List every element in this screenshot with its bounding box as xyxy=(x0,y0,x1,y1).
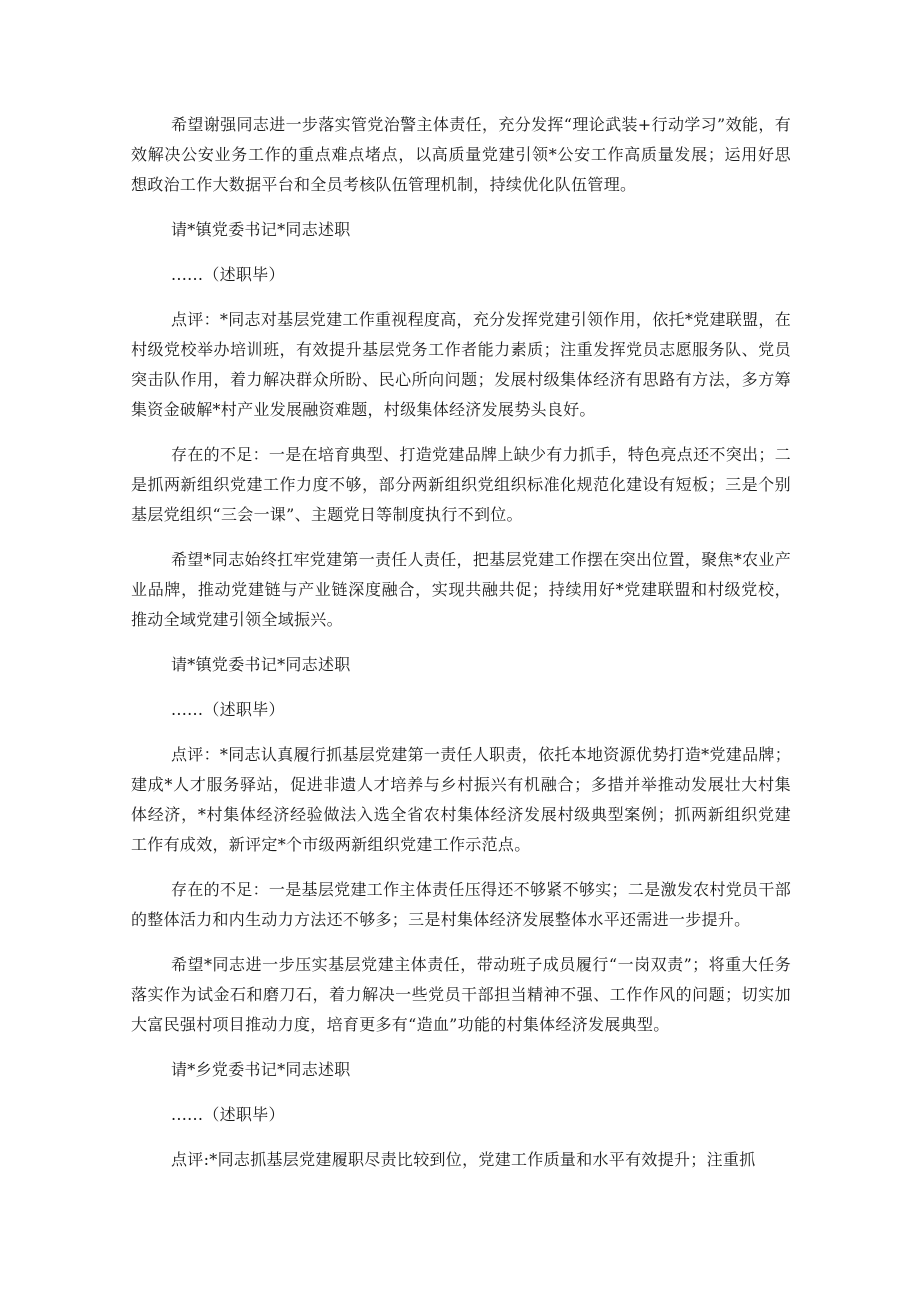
paragraph-invite-1: 请*镇党委书记*同志述职 xyxy=(171,220,351,239)
paragraph-report-done-3: ......（述职毕） xyxy=(171,1105,285,1124)
paragraph-expectation-3: 希望*同志进一步压实基层党建主体责任，带动班子成员履行“一岗双责”；将重大任务落实作为试金石和磨刀石，着力解决一些党员干部担当精神不强、工作作风的问题；切实加大富民强村项目推动力度，培育更多有“造血”功能的村集体经济发展典型。 xyxy=(131,955,791,1034)
document-body xyxy=(131,110,791,1175)
paragraph-invite-2: 请*镇党委书记*同志述职 xyxy=(171,655,351,674)
paragraph-shortcomings-1: 存在的不足：一是在培育典型、打造党建品牌上缺少有力抓手，特色亮点还不突出；二是抓两新组织党建工作力度不够，部分两新组织党组织标准化规范化建设有短板；三是个别基层党组织“三会一课”、主题党日等制度执行不到位。 xyxy=(131,445,791,524)
paragraph-expectation-1: 希望谢强同志进一步落实管党治警主体责任，充分发挥“理论武装+行动学习”效能，有效解决公安业务工作的重点难点堵点，以高质量党建引领*公安工作高质量发展；运用好思想政治工作大数据平台和全员考核队伍管理机制，持续优化队伍管理。 xyxy=(131,115,791,194)
paragraph-comment-2: 点评：*同志认真履行抓基层党建第一责任人职责，依托本地资源优势打造*党建品牌；建成*人才服务驿站，促进非遗人才培养与乡村振兴有机融合；多措并举推动发展壮大村集体经济，*村集体经济经验做法入选全省农村集体经济发展村级典型案例；抓两新组织党建工作有成效，新评定*个市级两新组织党建工作示范点。 xyxy=(131,745,791,854)
paragraph-invite-3: 请*乡党委书记*同志述职 xyxy=(171,1060,351,1079)
paragraph-comment-1: 点评：*同志对基层党建工作重视程度高，充分发挥党建引领作用，依托*党建联盟，在村级党校举办培训班，有效提升基层党务工作者能力素质；注重发挥党员志愿服务队、党员突击队作用，着力解决群众所盼、民心所向问题；发展村级集体经济有思路有方法，多方筹集资金破解*村产业发展融资难题，村级集体经济发展势头良好。 xyxy=(131,310,791,419)
paragraph-report-done-2: ......（述职毕） xyxy=(171,700,285,719)
paragraph-report-done-1: ......（述职毕） xyxy=(171,265,285,284)
paragraph-expectation-2: 希望*同志始终扛牢党建第一责任人责任，把基层党建工作摆在突出位置，聚焦*农业产业品牌，推动党建链与产业链深度融合，实现共融共促；持续用好*党建联盟和村级党校，推动全域党建引领全域振兴。 xyxy=(131,550,791,629)
paragraph-comment-3: 点评:*同志抓基层党建履职尽责比较到位，党建工作质量和水平有效提升；注重抓 xyxy=(171,1150,756,1169)
paragraph-shortcomings-2: 存在的不足：一是基层党建工作主体责任压得还不够紧不够实；二是激发农村党员干部的整体活力和内生动力方法还不够多；三是村集体经济发展整体水平还需进一步提升。 xyxy=(131,880,791,929)
